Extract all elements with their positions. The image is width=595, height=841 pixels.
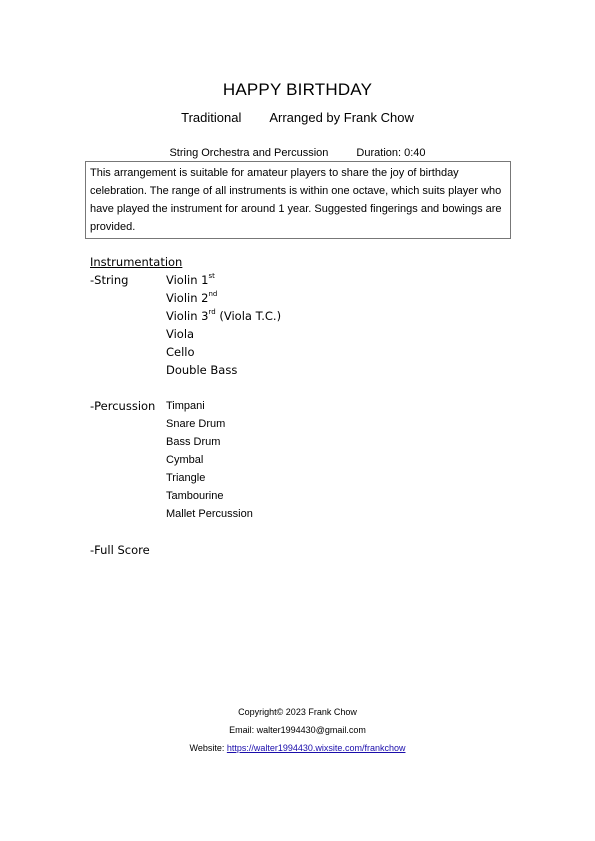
email-line: Email: walter1994430@gmail.com [229,725,366,735]
description-box: This arrangement is suitable for amateur players to share the joy of birthday celebration. The range of all instruments is within one octave, which suits player who have played the instrument for around 1 year. Suggested fingerings and bowings are provided. [85,161,511,239]
website-line [0,743,595,753]
string-instrument-list [166,271,281,379]
instrument-cello: Cello [166,345,195,359]
instrument-tambourine: Tambourine [166,490,224,502]
duration: Duration: 0:40 [356,147,426,159]
piece-title: HAPPY BIRTHDAY [222,80,373,99]
instrument-violin-1: Violin 1st [166,272,215,287]
website-link[interactable]: https://walter1994430.wixsite.com/frankchow [226,743,406,753]
website-label: Website: [189,743,227,753]
string-group-label: -String [90,273,129,287]
copyright-line: Copyright© 2023 Frank Chow [238,707,357,717]
instrument-double-bass: Double Bass [166,363,238,377]
composer: Traditional [181,110,242,125]
instrument-triangle: Triangle [166,472,206,484]
instrument-mallet-percussion: Mallet Percussion [166,508,253,520]
percussion-group-label: -Percussion [90,399,156,413]
ensemble-duration-line [0,147,595,159]
instrument-violin-2: Violin 2nd [166,290,218,305]
instrument-snare-drum: Snare Drum [166,418,226,430]
instrument-cymbal: Cymbal [166,454,204,466]
percussion-instrument-list [166,397,253,523]
instrument-violin-3: Violin 3rd (Viola T.C.) [166,308,282,323]
instrumentation-heading: Instrumentation [90,255,183,269]
instrument-viola: Viola [166,327,195,341]
ensemble: String Orchestra and Percussion [169,147,329,159]
full-score-label: -Full Score [90,543,150,557]
arranger: Arranged by Frank Chow [269,110,414,125]
instrument-timpani: Timpani [166,400,205,412]
credits-line [0,110,595,125]
instrument-bass-drum: Bass Drum [166,436,221,448]
